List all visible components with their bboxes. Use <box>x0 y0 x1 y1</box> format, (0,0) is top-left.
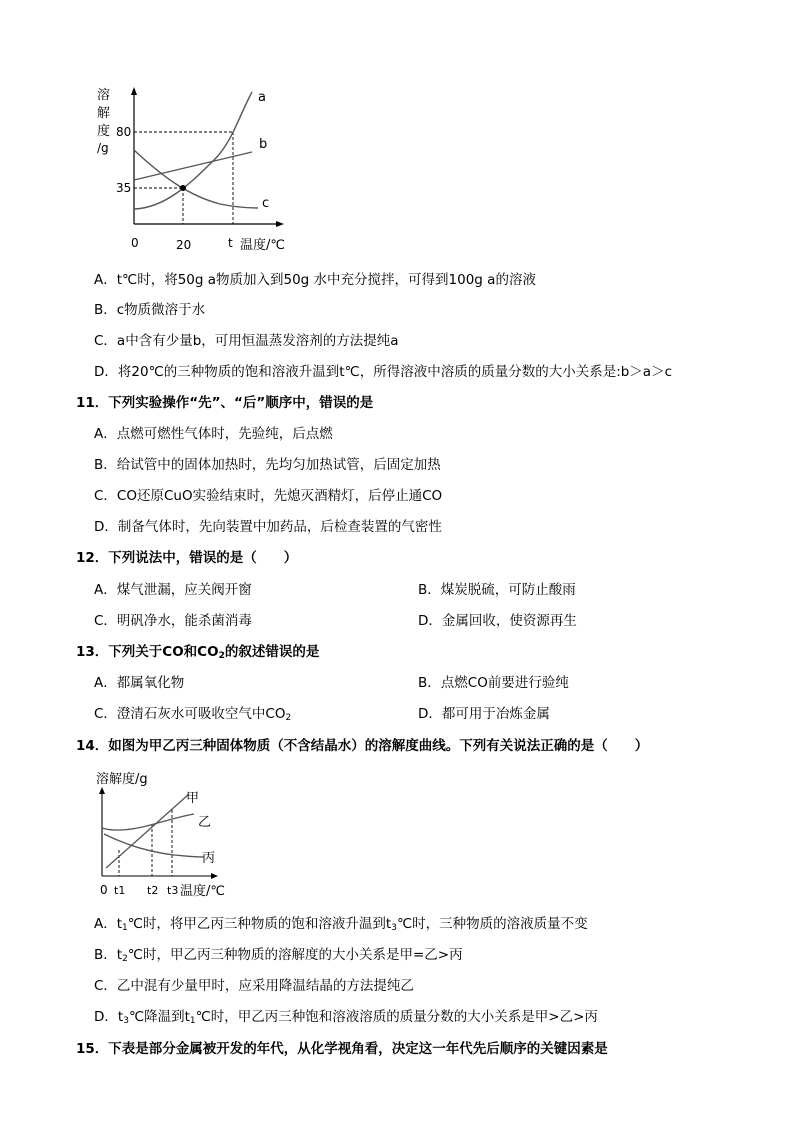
chart1-ylabel-1: 溶 <box>97 88 111 103</box>
q14-a-post: ℃时，三种物质的溶液质量不变 <box>396 916 588 932</box>
chart2-ylabel: 溶解度/g <box>96 772 148 787</box>
chart2-curve-bing <box>104 834 204 857</box>
q13-option-c <box>94 705 291 723</box>
chart2-xtick-t2: t2 <box>147 884 159 897</box>
q11-option-b: B．给试管中的固体加热时，先均匀加热试管，后固定加热 <box>94 457 441 473</box>
q14-option-c: C．乙中混有少量甲时，应采用降温结晶的方法提纯乙 <box>94 978 414 994</box>
chart2-y-arrow <box>99 787 105 794</box>
q10-option-b: B．c物质微溶于水 <box>94 302 206 318</box>
chart1-xtick-20: 20 <box>176 238 192 252</box>
q14-a-pre: A．t <box>94 916 123 932</box>
chart2-x-arrow <box>211 873 218 879</box>
q10-option-d: D．将20℃的三种物质的饱和溶液升温到t℃，所得溶液中溶质的质量分数的大小关系是:b＞a＞c <box>94 364 673 380</box>
q11-option-a: A．点燃可燃性气体时，先验纯，后点燃 <box>94 426 333 442</box>
q13-stem-pre: 13．下列关于CO和CO <box>76 644 219 660</box>
chart1-ylabel-4: /g <box>97 141 109 155</box>
q10-option-c: C．a中含有少量b，可用恒温蒸发溶剂的方法提纯a <box>94 333 399 349</box>
chart2-label-jia: 甲 <box>186 791 200 806</box>
q12-option-a: A．煤气泄漏，应关阀开窗 <box>94 582 252 598</box>
q12-option-d: D．金属回收，使资源再生 <box>418 613 577 629</box>
chart1-ylabel-3: 度 <box>97 124 111 139</box>
q14-d-sub2: 1 <box>189 1016 196 1026</box>
chart1-curve-a <box>134 92 252 209</box>
q11-option-d: D．制备气体时，先向装置中加药品，后检查装置的气密性 <box>94 519 442 535</box>
chart1-label-c: c <box>262 196 270 211</box>
q14-a-sub2: 3 <box>391 923 397 933</box>
q14-b-post: ℃时，甲乙丙三种物质的溶解度的大小关系是甲=乙>丙 <box>127 947 463 963</box>
q14-option-b <box>94 946 463 964</box>
chart1-ylabel-2: 解 <box>97 106 111 121</box>
q14-stem: 14．如图为甲乙丙三种固体物质（不含结晶水）的溶解度曲线。下列有关说法正确的是（ ） <box>76 738 649 754</box>
q11-option-c: C．CO还原CuO实验结束时，先熄灭酒精灯，后停止通CO <box>94 488 443 504</box>
chart2-origin: 0 <box>100 883 108 897</box>
chart2-xlabel: 温度/℃ <box>180 884 225 899</box>
chart2-label-bing: 丙 <box>202 851 216 866</box>
chart1-xlabel: 温度/℃ <box>240 238 285 253</box>
q14-b-sub: 2 <box>122 954 128 964</box>
q14-d-sub1: 3 <box>123 1016 129 1026</box>
chart1-y-arrow <box>131 87 137 95</box>
q15-stem: 15．下表是部分金属被开发的年代，从化学视角看，决定这一年代先后顺序的关键因素是 <box>76 1041 608 1057</box>
solubility-chart-2 <box>94 766 244 900</box>
q12-stem: 12．下列说法中，错误的是（ ） <box>76 550 298 566</box>
chart1-xtick-t: t <box>228 236 233 250</box>
q13-option-c-sub: 2 <box>285 713 292 723</box>
q10-option-a: A．t℃时，将50g a物质加入到50g 水中充分搅拌，可得到100g a的溶液 <box>94 272 536 288</box>
chart1-ytick-35: 35 <box>116 181 132 195</box>
chart2-curve-jia <box>106 794 189 868</box>
q14-d-pre: D．t <box>94 1009 124 1025</box>
q13-option-b: B．点燃CO前要进行验纯 <box>418 675 569 691</box>
q14-a-sub1: 1 <box>122 923 128 933</box>
q13-option-c-text: C．澄清石灰水可吸收空气中CO <box>94 706 286 722</box>
q14-a-mid: ℃时，将甲乙丙三种物质的饱和溶液升温到t <box>127 916 392 932</box>
chart1-label-b: b <box>259 137 268 152</box>
chart1-label-a: a <box>258 90 266 105</box>
solubility-chart-1 <box>90 84 300 259</box>
q13-stem-sub: 2 <box>218 651 225 661</box>
chart2-label-yi: 乙 <box>198 815 212 830</box>
q13-stem <box>76 643 319 661</box>
chart1-curve-c <box>134 150 258 208</box>
chart1-intersection-point <box>180 185 186 191</box>
q14-d-mid: ℃降温到t <box>128 1009 190 1025</box>
chart1-ytick-80: 80 <box>116 125 132 139</box>
q12-option-b: B．煤炭脱硫，可防止酸雨 <box>418 582 576 598</box>
q12-option-c: C．明矾净水，能杀菌消毒 <box>94 613 252 629</box>
chart2-xtick-t1: t1 <box>114 884 126 897</box>
chart1-origin: 0 <box>131 236 139 250</box>
q13-stem-post: 的叙述错误的是 <box>224 644 320 660</box>
q13-option-a: A．都属氧化物 <box>94 675 185 691</box>
q14-b-pre: B．t <box>94 947 123 963</box>
q14-d-post: ℃时，甲乙丙三种饱和溶液溶质的质量分数的大小关系是甲>乙>丙 <box>195 1009 598 1025</box>
chart1-x-arrow <box>276 221 284 227</box>
chart2-curve-yi <box>102 814 194 830</box>
q13-option-d: D．都可用于冶炼金属 <box>418 706 550 722</box>
chart2-xtick-t3: t3 <box>167 884 179 897</box>
q11-stem: 11．下列实验操作“先”、“后”顺序中，错误的是 <box>76 395 374 411</box>
q14-option-a <box>94 915 588 933</box>
q14-option-d <box>94 1008 598 1026</box>
